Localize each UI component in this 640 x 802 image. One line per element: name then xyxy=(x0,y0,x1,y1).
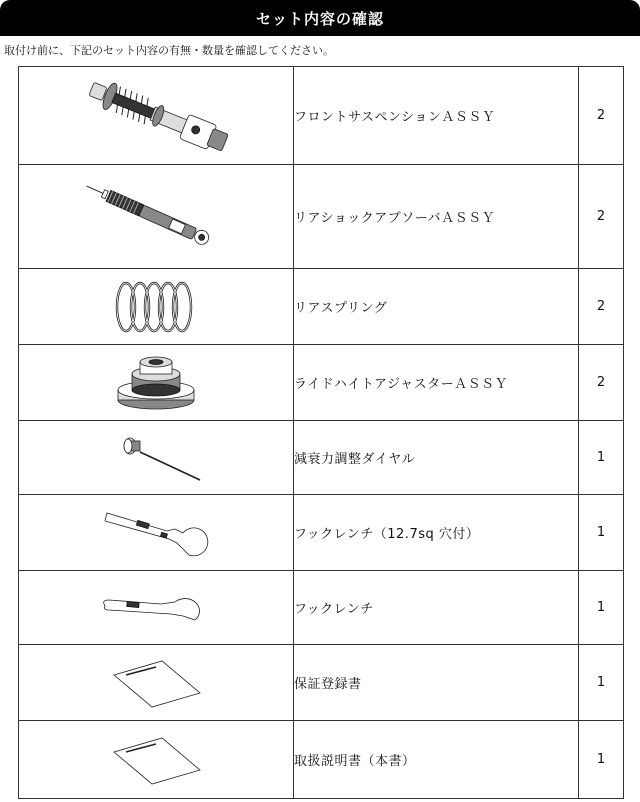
item-qty: 1 xyxy=(579,421,624,495)
hook-wrench-image xyxy=(91,580,221,636)
item-name: ライドハイトアジャスターＡＳＳＹ xyxy=(294,345,579,421)
section-title-bar xyxy=(0,0,640,36)
hook-wrench-with-hole-image xyxy=(91,503,221,563)
item-name: フックレンチ xyxy=(294,571,579,645)
item-name: フロントサスペンションＡＳＳＹ xyxy=(294,67,579,165)
item-qty: 1 xyxy=(579,495,624,571)
item-qty: 1 xyxy=(579,645,624,721)
instruction-text: 取付け前に、下記のセット内容の有無・数量を確認してください。 xyxy=(4,44,334,57)
item-name: リアショックアブソーバＡＳＳＹ xyxy=(294,165,579,269)
contents-table xyxy=(18,66,624,799)
table-row xyxy=(19,421,624,495)
item-qty: 2 xyxy=(579,67,624,165)
instruction-manual-image xyxy=(96,730,216,790)
table-row xyxy=(19,645,624,721)
table-row xyxy=(19,67,624,165)
item-name: リアスプリング xyxy=(294,269,579,345)
item-name: 取扱説明書（本書） xyxy=(294,721,579,799)
warranty-document-image xyxy=(96,653,216,713)
section-title: セット内容の確認 xyxy=(255,9,384,28)
item-name: 保証登録書 xyxy=(294,645,579,721)
table-row xyxy=(19,345,624,421)
item-qty: 1 xyxy=(579,721,624,799)
item-qty: 2 xyxy=(579,269,624,345)
item-qty: 2 xyxy=(579,345,624,421)
table-row xyxy=(19,721,624,799)
item-qty: 1 xyxy=(579,571,624,645)
table-row xyxy=(19,269,624,345)
item-qty: 2 xyxy=(579,165,624,269)
item-name: フックレンチ（12.7sq 穴付） xyxy=(294,495,579,571)
rear-shock-absorber-image xyxy=(66,171,246,263)
front-suspension-assy-image xyxy=(66,70,246,162)
ride-height-adjuster-image xyxy=(96,350,216,416)
table-row xyxy=(19,571,624,645)
damping-adjust-dial-image xyxy=(96,428,216,488)
table-row xyxy=(19,165,624,269)
item-name: 減衰力調整ダイヤル xyxy=(294,421,579,495)
table-row xyxy=(19,495,624,571)
rear-spring-image xyxy=(96,275,216,339)
